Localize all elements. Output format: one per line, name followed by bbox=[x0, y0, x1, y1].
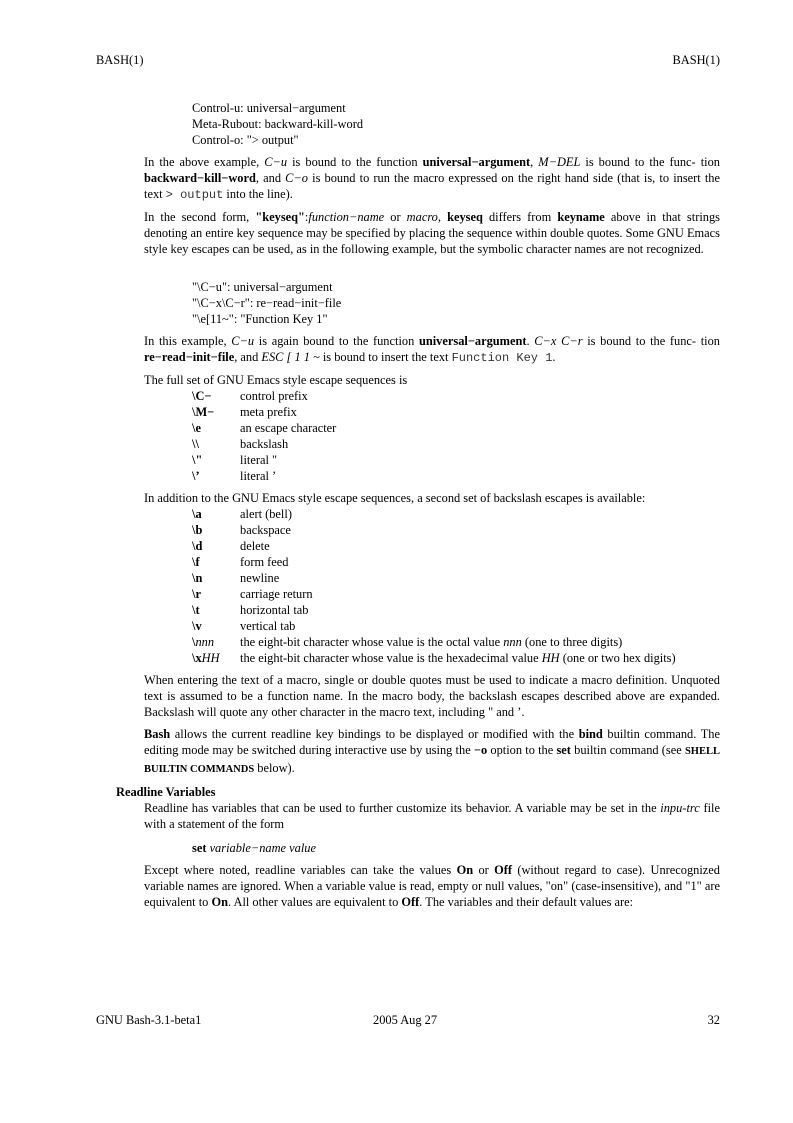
paragraph-second-form: In the second form, "keyseq":function−name or macro, keyseq differs from keyname above in that strings denoting an entire key sequence may be specified by placing the sequence within double quotes. Some GNU Emacs style key escapes can be used, as in the following example, but the symbolic character names are not recognized. bbox=[144, 210, 720, 256]
escape-row: \b backspace bbox=[192, 523, 291, 537]
footer-left: GNU Bash-3.1-beta1 bbox=[96, 1013, 202, 1027]
paragraph-macro-text: When entering the text of a macro, single or double quotes must be used to indicate a macro definition. Unquoted text is assumed to be a function name. In the macro body, the backslash escapes described above are expanded. Backslash will quote any other character in the macro text, including " and ’. bbox=[144, 673, 720, 719]
page-body bbox=[116, 100, 720, 910]
emacs-escape-table bbox=[144, 388, 720, 484]
escape-row: \M− meta prefix bbox=[192, 405, 297, 419]
paragraph-second-set: In addition to the GNU Emacs style escape sequences, a second set of backslash escapes is available: bbox=[144, 491, 646, 505]
paragraph-readline-vars: Readline has variables that can be used to further customize its behavior. A variable may be set in the inpu-trc file with a statement of the form bbox=[144, 801, 720, 831]
header-left: BASH(1) bbox=[96, 53, 144, 67]
example-line: "\e[11~": "Function Key 1" bbox=[192, 312, 328, 326]
escape-row: \t horizontal tab bbox=[192, 603, 309, 617]
paragraph-above-example: In the above example, C−u is bound to the function universal−argument, M−DEL is bound to the func- tion backward−kill−word, and C−o is bound to run the macro expressed on the right hand side (that is, to insert the text > output into the line). bbox=[144, 155, 720, 202]
footer-center: 2005 Aug 27 bbox=[373, 1013, 438, 1027]
paragraph-bash-bind: Bash allows the current readline key bindings to be displayed or modified with the bind builtin command. The editing mode may be switched during interactive use by using the −o option to the set builtin command (see SHELL BUILTIN COMMANDS below). bbox=[144, 727, 720, 775]
escape-row: \e an escape character bbox=[192, 421, 337, 435]
escape-row-hex: \xHH the eight-bit character whose value is the hexadecimal value HH (one or two hex digits) bbox=[192, 651, 676, 665]
escape-row-octal: \nnn the eight-bit character whose value is the octal value nnn (one to three digits) bbox=[192, 635, 623, 649]
header-right: BASH(1) bbox=[672, 53, 720, 67]
example-block-2 bbox=[144, 279, 720, 327]
escape-row: \C− control prefix bbox=[192, 389, 308, 403]
backslash-escape-table bbox=[144, 506, 720, 666]
paragraph-values: Except where noted, readline variables can take the values On or Off (without regard to case). Unrecognized variable names are ignored. When a variable value is read, empty or null values, "on" (case-insensitive), and "1" are equivalent to On. All other values are equivalent to Off. The variables and their default values are: bbox=[144, 863, 720, 909]
example-line: "\C−x\C−r": re−read−init−file bbox=[192, 296, 342, 310]
example-line: Meta-Rubout: backward-kill-word bbox=[192, 117, 364, 131]
escape-row: \’ literal ’ bbox=[192, 469, 277, 483]
escape-row: \\ backslash bbox=[192, 437, 289, 451]
section-title-readline-variables: Readline Variables bbox=[116, 785, 216, 799]
escape-row: \f form feed bbox=[192, 555, 289, 569]
set-statement: set variable−name value bbox=[192, 841, 316, 855]
example-line: Control-u: universal−argument bbox=[192, 101, 346, 115]
paragraph-full-set: The full set of GNU Emacs style escape sequences is bbox=[144, 373, 408, 387]
escape-row: \a alert (bell) bbox=[192, 507, 292, 521]
escape-row: \v vertical tab bbox=[192, 619, 296, 633]
escape-row: \" literal " bbox=[192, 453, 278, 467]
example-line: "\C−u": universal−argument bbox=[192, 280, 333, 294]
example-block-1 bbox=[144, 100, 720, 148]
example-line: Control-o: "> output" bbox=[192, 133, 299, 147]
escape-row: \d delete bbox=[192, 539, 270, 553]
footer-page-number: 32 bbox=[707, 1013, 720, 1027]
paragraph-this-example: In this example, C−u is again bound to the function universal−argument. C−x C−r is bound to the func- tion re−read−init−file, and ESC [ 1 1 ~ is bound to insert the text Function Key 1. bbox=[144, 334, 720, 365]
escape-row: \r carriage return bbox=[192, 587, 313, 601]
escape-row: \n newline bbox=[192, 571, 280, 585]
